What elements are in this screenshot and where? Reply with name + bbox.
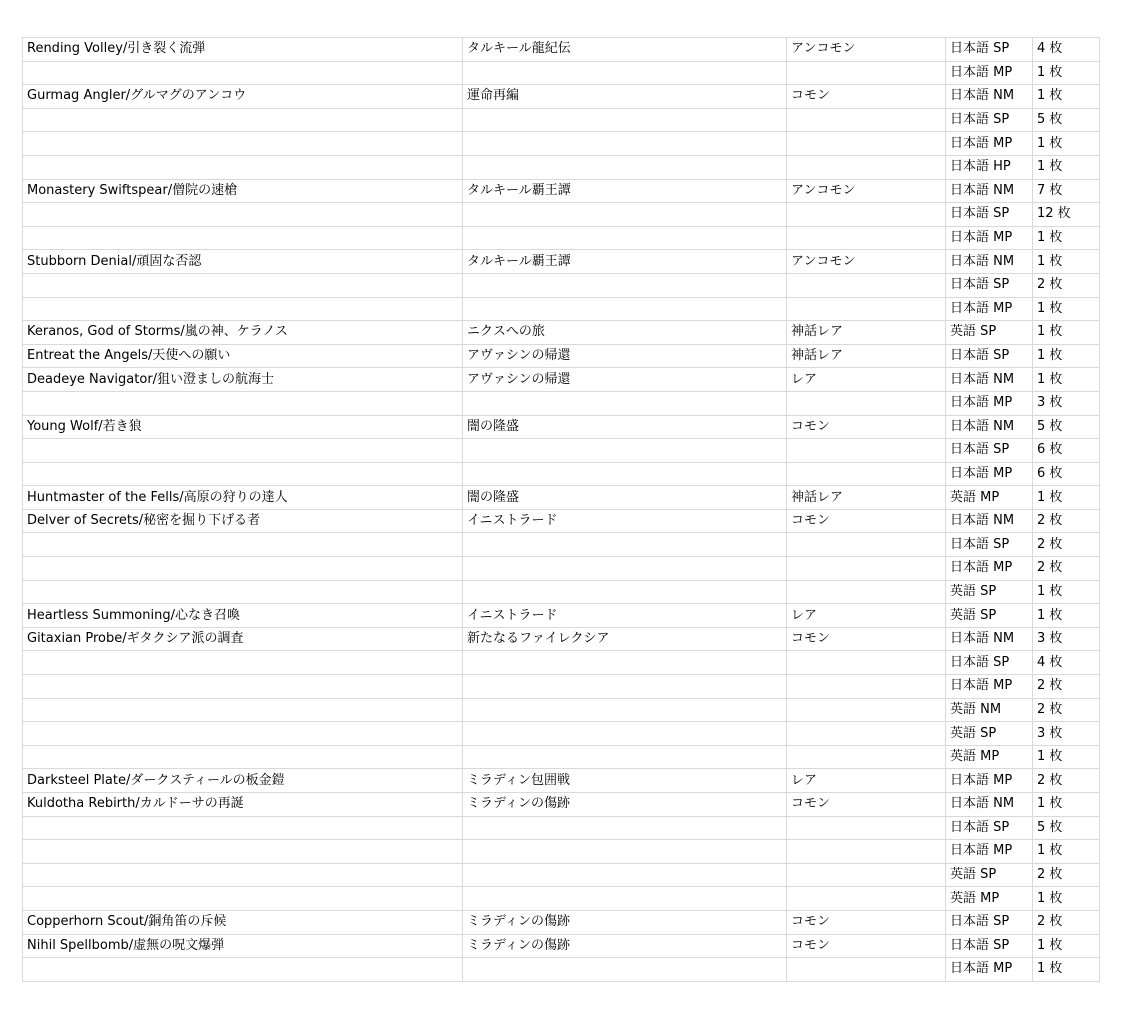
card-name-cell[interactable]: Keranos, God of Storms/嵐の神、ケラノス <box>23 321 463 345</box>
inventory-table <box>22 37 1100 982</box>
condition-cell[interactable]: 英語 MP <box>946 887 1033 911</box>
rarity-cell[interactable] <box>787 439 946 463</box>
set-name-cell[interactable] <box>463 698 787 722</box>
table-row <box>23 415 1100 439</box>
table-row <box>23 840 1100 864</box>
quantity-cell[interactable]: 5 枚 <box>1033 816 1100 840</box>
quantity-cell[interactable]: 1 枚 <box>1033 368 1100 392</box>
card-name-cell[interactable] <box>23 557 463 581</box>
inventory-table-body <box>23 38 1100 982</box>
rarity-cell[interactable]: 神話レア <box>787 486 946 510</box>
table-row <box>23 439 1100 463</box>
condition-cell[interactable]: 日本語 SP <box>946 439 1033 463</box>
condition-cell[interactable]: 日本語 NM <box>946 793 1033 817</box>
condition-cell[interactable]: 日本語 NM <box>946 179 1033 203</box>
table-row <box>23 155 1100 179</box>
table-row <box>23 462 1100 486</box>
rarity-cell[interactable] <box>787 840 946 864</box>
card-name-cell[interactable] <box>23 108 463 132</box>
quantity-cell[interactable]: 1 枚 <box>1033 840 1100 864</box>
condition-cell[interactable]: 日本語 NM <box>946 368 1033 392</box>
card-name-cell[interactable]: Deadeye Navigator/狙い澄ましの航海士 <box>23 368 463 392</box>
table-row <box>23 368 1100 392</box>
condition-cell[interactable]: 英語 SP <box>946 321 1033 345</box>
rarity-cell[interactable]: コモン <box>787 85 946 109</box>
set-name-cell[interactable]: タルキール覇王譚 <box>463 250 787 274</box>
card-name-cell[interactable] <box>23 155 463 179</box>
quantity-cell[interactable]: 1 枚 <box>1033 250 1100 274</box>
set-name-cell[interactable] <box>463 462 787 486</box>
card-name-cell[interactable]: Copperhorn Scout/銅角笛の斥候 <box>23 910 463 934</box>
card-name-cell[interactable]: Nihil Spellbomb/虚無の呪文爆弾 <box>23 934 463 958</box>
table-row <box>23 557 1100 581</box>
card-name-cell[interactable]: Entreat the Angels/天使への願い <box>23 344 463 368</box>
condition-cell[interactable]: 日本語 SP <box>946 273 1033 297</box>
quantity-cell[interactable]: 2 枚 <box>1033 910 1100 934</box>
rarity-cell[interactable]: 神話レア <box>787 321 946 345</box>
card-name-cell[interactable] <box>23 462 463 486</box>
rarity-cell[interactable] <box>787 108 946 132</box>
table-row <box>23 273 1100 297</box>
rarity-cell[interactable]: コモン <box>787 415 946 439</box>
table-row <box>23 203 1100 227</box>
rarity-cell[interactable] <box>787 651 946 675</box>
set-name-cell[interactable] <box>463 391 787 415</box>
rarity-cell[interactable]: アンコモン <box>787 179 946 203</box>
set-name-cell[interactable]: 闇の隆盛 <box>463 415 787 439</box>
card-name-cell[interactable]: Kuldotha Rebirth/カルドーサの再誕 <box>23 793 463 817</box>
quantity-cell[interactable]: 6 枚 <box>1033 462 1100 486</box>
condition-cell[interactable]: 日本語 SP <box>946 203 1033 227</box>
condition-cell[interactable]: 日本語 SP <box>946 108 1033 132</box>
quantity-cell[interactable]: 7 枚 <box>1033 179 1100 203</box>
condition-cell[interactable]: 日本語 NM <box>946 250 1033 274</box>
rarity-cell[interactable] <box>787 203 946 227</box>
table-row <box>23 863 1100 887</box>
condition-cell[interactable]: 日本語 MP <box>946 61 1033 85</box>
table-row <box>23 887 1100 911</box>
card-name-cell[interactable] <box>23 887 463 911</box>
rarity-cell[interactable]: コモン <box>787 793 946 817</box>
condition-cell[interactable]: 日本語 HP <box>946 155 1033 179</box>
condition-cell[interactable]: 日本語 SP <box>946 533 1033 557</box>
condition-cell[interactable]: 日本語 MP <box>946 557 1033 581</box>
condition-cell[interactable]: 英語 SP <box>946 722 1033 746</box>
card-name-cell[interactable] <box>23 297 463 321</box>
card-name-cell[interactable]: Rending Volley/引き裂く流弾 <box>23 38 463 62</box>
table-row <box>23 816 1100 840</box>
table-row <box>23 745 1100 769</box>
rarity-cell[interactable] <box>787 887 946 911</box>
table-row <box>23 61 1100 85</box>
condition-cell[interactable]: 英語 MP <box>946 745 1033 769</box>
rarity-cell[interactable]: アンコモン <box>787 38 946 62</box>
card-name-cell[interactable]: Gurmag Angler/グルマグのアンコウ <box>23 85 463 109</box>
table-row <box>23 769 1100 793</box>
quantity-cell[interactable]: 1 枚 <box>1033 604 1100 628</box>
quantity-cell[interactable]: 4 枚 <box>1033 651 1100 675</box>
condition-cell[interactable]: 日本語 MP <box>946 769 1033 793</box>
table-row <box>23 910 1100 934</box>
card-name-cell[interactable] <box>23 226 463 250</box>
quantity-cell[interactable]: 1 枚 <box>1033 934 1100 958</box>
condition-cell[interactable]: 日本語 SP <box>946 816 1033 840</box>
rarity-cell[interactable] <box>787 863 946 887</box>
table-row <box>23 934 1100 958</box>
rarity-cell[interactable]: レア <box>787 604 946 628</box>
condition-cell[interactable]: 日本語 NM <box>946 85 1033 109</box>
quantity-cell[interactable]: 2 枚 <box>1033 509 1100 533</box>
quantity-cell[interactable]: 5 枚 <box>1033 108 1100 132</box>
table-row <box>23 391 1100 415</box>
table-row <box>23 958 1100 982</box>
condition-cell[interactable]: 日本語 NM <box>946 509 1033 533</box>
rarity-cell[interactable] <box>787 226 946 250</box>
condition-cell[interactable]: 日本語 SP <box>946 910 1033 934</box>
condition-cell[interactable]: 日本語 SP <box>946 934 1033 958</box>
set-name-cell[interactable] <box>463 580 787 604</box>
quantity-cell[interactable]: 2 枚 <box>1033 273 1100 297</box>
rarity-cell[interactable] <box>787 462 946 486</box>
set-name-cell[interactable] <box>463 863 787 887</box>
quantity-cell[interactable]: 1 枚 <box>1033 745 1100 769</box>
rarity-cell[interactable]: レア <box>787 769 946 793</box>
rarity-cell[interactable]: 神話レア <box>787 344 946 368</box>
condition-cell[interactable]: 日本語 MP <box>946 840 1033 864</box>
condition-cell[interactable]: 日本語 SP <box>946 38 1033 62</box>
rarity-cell[interactable]: アンコモン <box>787 250 946 274</box>
set-name-cell[interactable] <box>463 816 787 840</box>
set-name-cell[interactable] <box>463 651 787 675</box>
card-name-cell[interactable] <box>23 132 463 156</box>
card-name-cell[interactable] <box>23 698 463 722</box>
card-name-cell[interactable] <box>23 816 463 840</box>
quantity-cell[interactable]: 2 枚 <box>1033 863 1100 887</box>
set-name-cell[interactable]: タルキール龍紀伝 <box>463 38 787 62</box>
condition-cell[interactable]: 英語 SP <box>946 604 1033 628</box>
rarity-cell[interactable] <box>787 958 946 982</box>
rarity-cell[interactable]: レア <box>787 368 946 392</box>
rarity-cell[interactable] <box>787 533 946 557</box>
table-row <box>23 793 1100 817</box>
set-name-cell[interactable] <box>463 297 787 321</box>
rarity-cell[interactable] <box>787 816 946 840</box>
set-name-cell[interactable]: 闇の隆盛 <box>463 486 787 510</box>
table-row <box>23 344 1100 368</box>
card-name-cell[interactable] <box>23 533 463 557</box>
rarity-cell[interactable]: コモン <box>787 509 946 533</box>
card-name-cell[interactable] <box>23 580 463 604</box>
card-name-cell[interactable] <box>23 391 463 415</box>
rarity-cell[interactable] <box>787 745 946 769</box>
quantity-cell[interactable]: 3 枚 <box>1033 722 1100 746</box>
quantity-cell[interactable]: 1 枚 <box>1033 155 1100 179</box>
table-row <box>23 486 1100 510</box>
card-name-cell[interactable] <box>23 203 463 227</box>
set-name-cell[interactable] <box>463 722 787 746</box>
set-name-cell[interactable]: タルキール覇王譚 <box>463 179 787 203</box>
condition-cell[interactable]: 日本語 MP <box>946 132 1033 156</box>
condition-cell[interactable]: 日本語 MP <box>946 297 1033 321</box>
condition-cell[interactable]: 日本語 MP <box>946 391 1033 415</box>
set-name-cell[interactable]: イニストラード <box>463 509 787 533</box>
card-name-cell[interactable] <box>23 722 463 746</box>
table-row <box>23 651 1100 675</box>
quantity-cell[interactable]: 3 枚 <box>1033 391 1100 415</box>
quantity-cell[interactable]: 2 枚 <box>1033 675 1100 699</box>
quantity-cell[interactable]: 6 枚 <box>1033 439 1100 463</box>
card-name-cell[interactable] <box>23 273 463 297</box>
quantity-cell[interactable]: 2 枚 <box>1033 698 1100 722</box>
condition-cell[interactable]: 英語 NM <box>946 698 1033 722</box>
rarity-cell[interactable]: コモン <box>787 627 946 651</box>
set-name-cell[interactable]: 新たなるファイレクシア <box>463 627 787 651</box>
quantity-cell[interactable]: 2 枚 <box>1033 533 1100 557</box>
rarity-cell[interactable] <box>787 391 946 415</box>
rarity-cell[interactable] <box>787 698 946 722</box>
card-name-cell[interactable]: Young Wolf/若き狼 <box>23 415 463 439</box>
quantity-cell[interactable]: 2 枚 <box>1033 557 1100 581</box>
table-row <box>23 604 1100 628</box>
set-name-cell[interactable] <box>463 439 787 463</box>
condition-cell[interactable]: 日本語 NM <box>946 627 1033 651</box>
set-name-cell[interactable] <box>463 887 787 911</box>
rarity-cell[interactable] <box>787 155 946 179</box>
set-name-cell[interactable]: ミラディンの傷跡 <box>463 793 787 817</box>
table-row <box>23 179 1100 203</box>
condition-cell[interactable]: 英語 SP <box>946 580 1033 604</box>
table-row <box>23 132 1100 156</box>
rarity-cell[interactable] <box>787 675 946 699</box>
quantity-cell[interactable]: 4 枚 <box>1033 38 1100 62</box>
rarity-cell[interactable]: コモン <box>787 934 946 958</box>
condition-cell[interactable]: 日本語 SP <box>946 344 1033 368</box>
quantity-cell[interactable]: 1 枚 <box>1033 958 1100 982</box>
card-name-cell[interactable]: Huntmaster of the Fells/高原の狩りの達人 <box>23 486 463 510</box>
table-row <box>23 85 1100 109</box>
quantity-cell[interactable]: 1 枚 <box>1033 85 1100 109</box>
set-name-cell[interactable] <box>463 745 787 769</box>
table-row <box>23 509 1100 533</box>
quantity-cell[interactable]: 1 枚 <box>1033 344 1100 368</box>
condition-cell[interactable]: 日本語 NM <box>946 415 1033 439</box>
rarity-cell[interactable] <box>787 132 946 156</box>
table-row <box>23 321 1100 345</box>
card-name-cell[interactable] <box>23 958 463 982</box>
table-row <box>23 580 1100 604</box>
set-name-cell[interactable]: 運命再編 <box>463 85 787 109</box>
card-name-cell[interactable] <box>23 675 463 699</box>
set-name-cell[interactable]: イニストラード <box>463 604 787 628</box>
set-name-cell[interactable] <box>463 61 787 85</box>
set-name-cell[interactable] <box>463 840 787 864</box>
quantity-cell[interactable]: 3 枚 <box>1033 627 1100 651</box>
quantity-cell[interactable]: 1 枚 <box>1033 486 1100 510</box>
set-name-cell[interactable] <box>463 226 787 250</box>
quantity-cell[interactable]: 1 枚 <box>1033 61 1100 85</box>
set-name-cell[interactable]: アヴァシンの帰還 <box>463 368 787 392</box>
table-row <box>23 250 1100 274</box>
set-name-cell[interactable]: ミラディン包囲戦 <box>463 769 787 793</box>
set-name-cell[interactable]: ミラディンの傷跡 <box>463 934 787 958</box>
card-name-cell[interactable]: Monastery Swiftspear/僧院の速槍 <box>23 179 463 203</box>
quantity-cell[interactable]: 1 枚 <box>1033 297 1100 321</box>
table-row <box>23 226 1100 250</box>
condition-cell[interactable]: 日本語 SP <box>946 651 1033 675</box>
rarity-cell[interactable] <box>787 273 946 297</box>
condition-cell[interactable]: 英語 SP <box>946 863 1033 887</box>
card-name-cell[interactable]: Heartless Summoning/心なき召喚 <box>23 604 463 628</box>
quantity-cell[interactable]: 1 枚 <box>1033 226 1100 250</box>
card-name-cell[interactable]: Gitaxian Probe/ギタクシア派の調査 <box>23 627 463 651</box>
rarity-cell[interactable]: コモン <box>787 910 946 934</box>
rarity-cell[interactable] <box>787 580 946 604</box>
condition-cell[interactable]: 日本語 MP <box>946 226 1033 250</box>
quantity-cell[interactable]: 5 枚 <box>1033 415 1100 439</box>
card-name-cell[interactable]: Stubborn Denial/頑固な否認 <box>23 250 463 274</box>
rarity-cell[interactable] <box>787 61 946 85</box>
rarity-cell[interactable] <box>787 722 946 746</box>
card-name-cell[interactable] <box>23 863 463 887</box>
quantity-cell[interactable]: 1 枚 <box>1033 580 1100 604</box>
card-name-cell[interactable] <box>23 61 463 85</box>
card-name-cell[interactable] <box>23 745 463 769</box>
card-name-cell[interactable]: Delver of Secrets/秘密を掘り下げる者 <box>23 509 463 533</box>
set-name-cell[interactable] <box>463 155 787 179</box>
quantity-cell[interactable]: 1 枚 <box>1033 132 1100 156</box>
condition-cell[interactable]: 日本語 MP <box>946 462 1033 486</box>
quantity-cell[interactable]: 2 枚 <box>1033 769 1100 793</box>
condition-cell[interactable]: 日本語 MP <box>946 675 1033 699</box>
card-name-cell[interactable] <box>23 651 463 675</box>
rarity-cell[interactable] <box>787 557 946 581</box>
condition-cell[interactable]: 日本語 MP <box>946 958 1033 982</box>
table-row <box>23 108 1100 132</box>
rarity-cell[interactable] <box>787 297 946 321</box>
table-row <box>23 698 1100 722</box>
set-name-cell[interactable] <box>463 533 787 557</box>
card-name-cell[interactable] <box>23 439 463 463</box>
quantity-cell[interactable]: 1 枚 <box>1033 887 1100 911</box>
set-name-cell[interactable]: ミラディンの傷跡 <box>463 910 787 934</box>
table-row <box>23 627 1100 651</box>
quantity-cell[interactable]: 1 枚 <box>1033 321 1100 345</box>
set-name-cell[interactable] <box>463 203 787 227</box>
table-row <box>23 297 1100 321</box>
quantity-cell[interactable]: 12 枚 <box>1033 203 1100 227</box>
set-name-cell[interactable] <box>463 958 787 982</box>
card-name-cell[interactable]: Darksteel Plate/ダークスティールの板金鎧 <box>23 769 463 793</box>
set-name-cell[interactable]: アヴァシンの帰還 <box>463 344 787 368</box>
set-name-cell[interactable] <box>463 108 787 132</box>
card-name-cell[interactable] <box>23 840 463 864</box>
set-name-cell[interactable] <box>463 675 787 699</box>
quantity-cell[interactable]: 1 枚 <box>1033 793 1100 817</box>
set-name-cell[interactable] <box>463 557 787 581</box>
table-row <box>23 38 1100 62</box>
condition-cell[interactable]: 英語 MP <box>946 486 1033 510</box>
set-name-cell[interactable]: ニクスへの旅 <box>463 321 787 345</box>
set-name-cell[interactable] <box>463 273 787 297</box>
set-name-cell[interactable] <box>463 132 787 156</box>
table-row <box>23 722 1100 746</box>
table-row <box>23 675 1100 699</box>
table-row <box>23 533 1100 557</box>
